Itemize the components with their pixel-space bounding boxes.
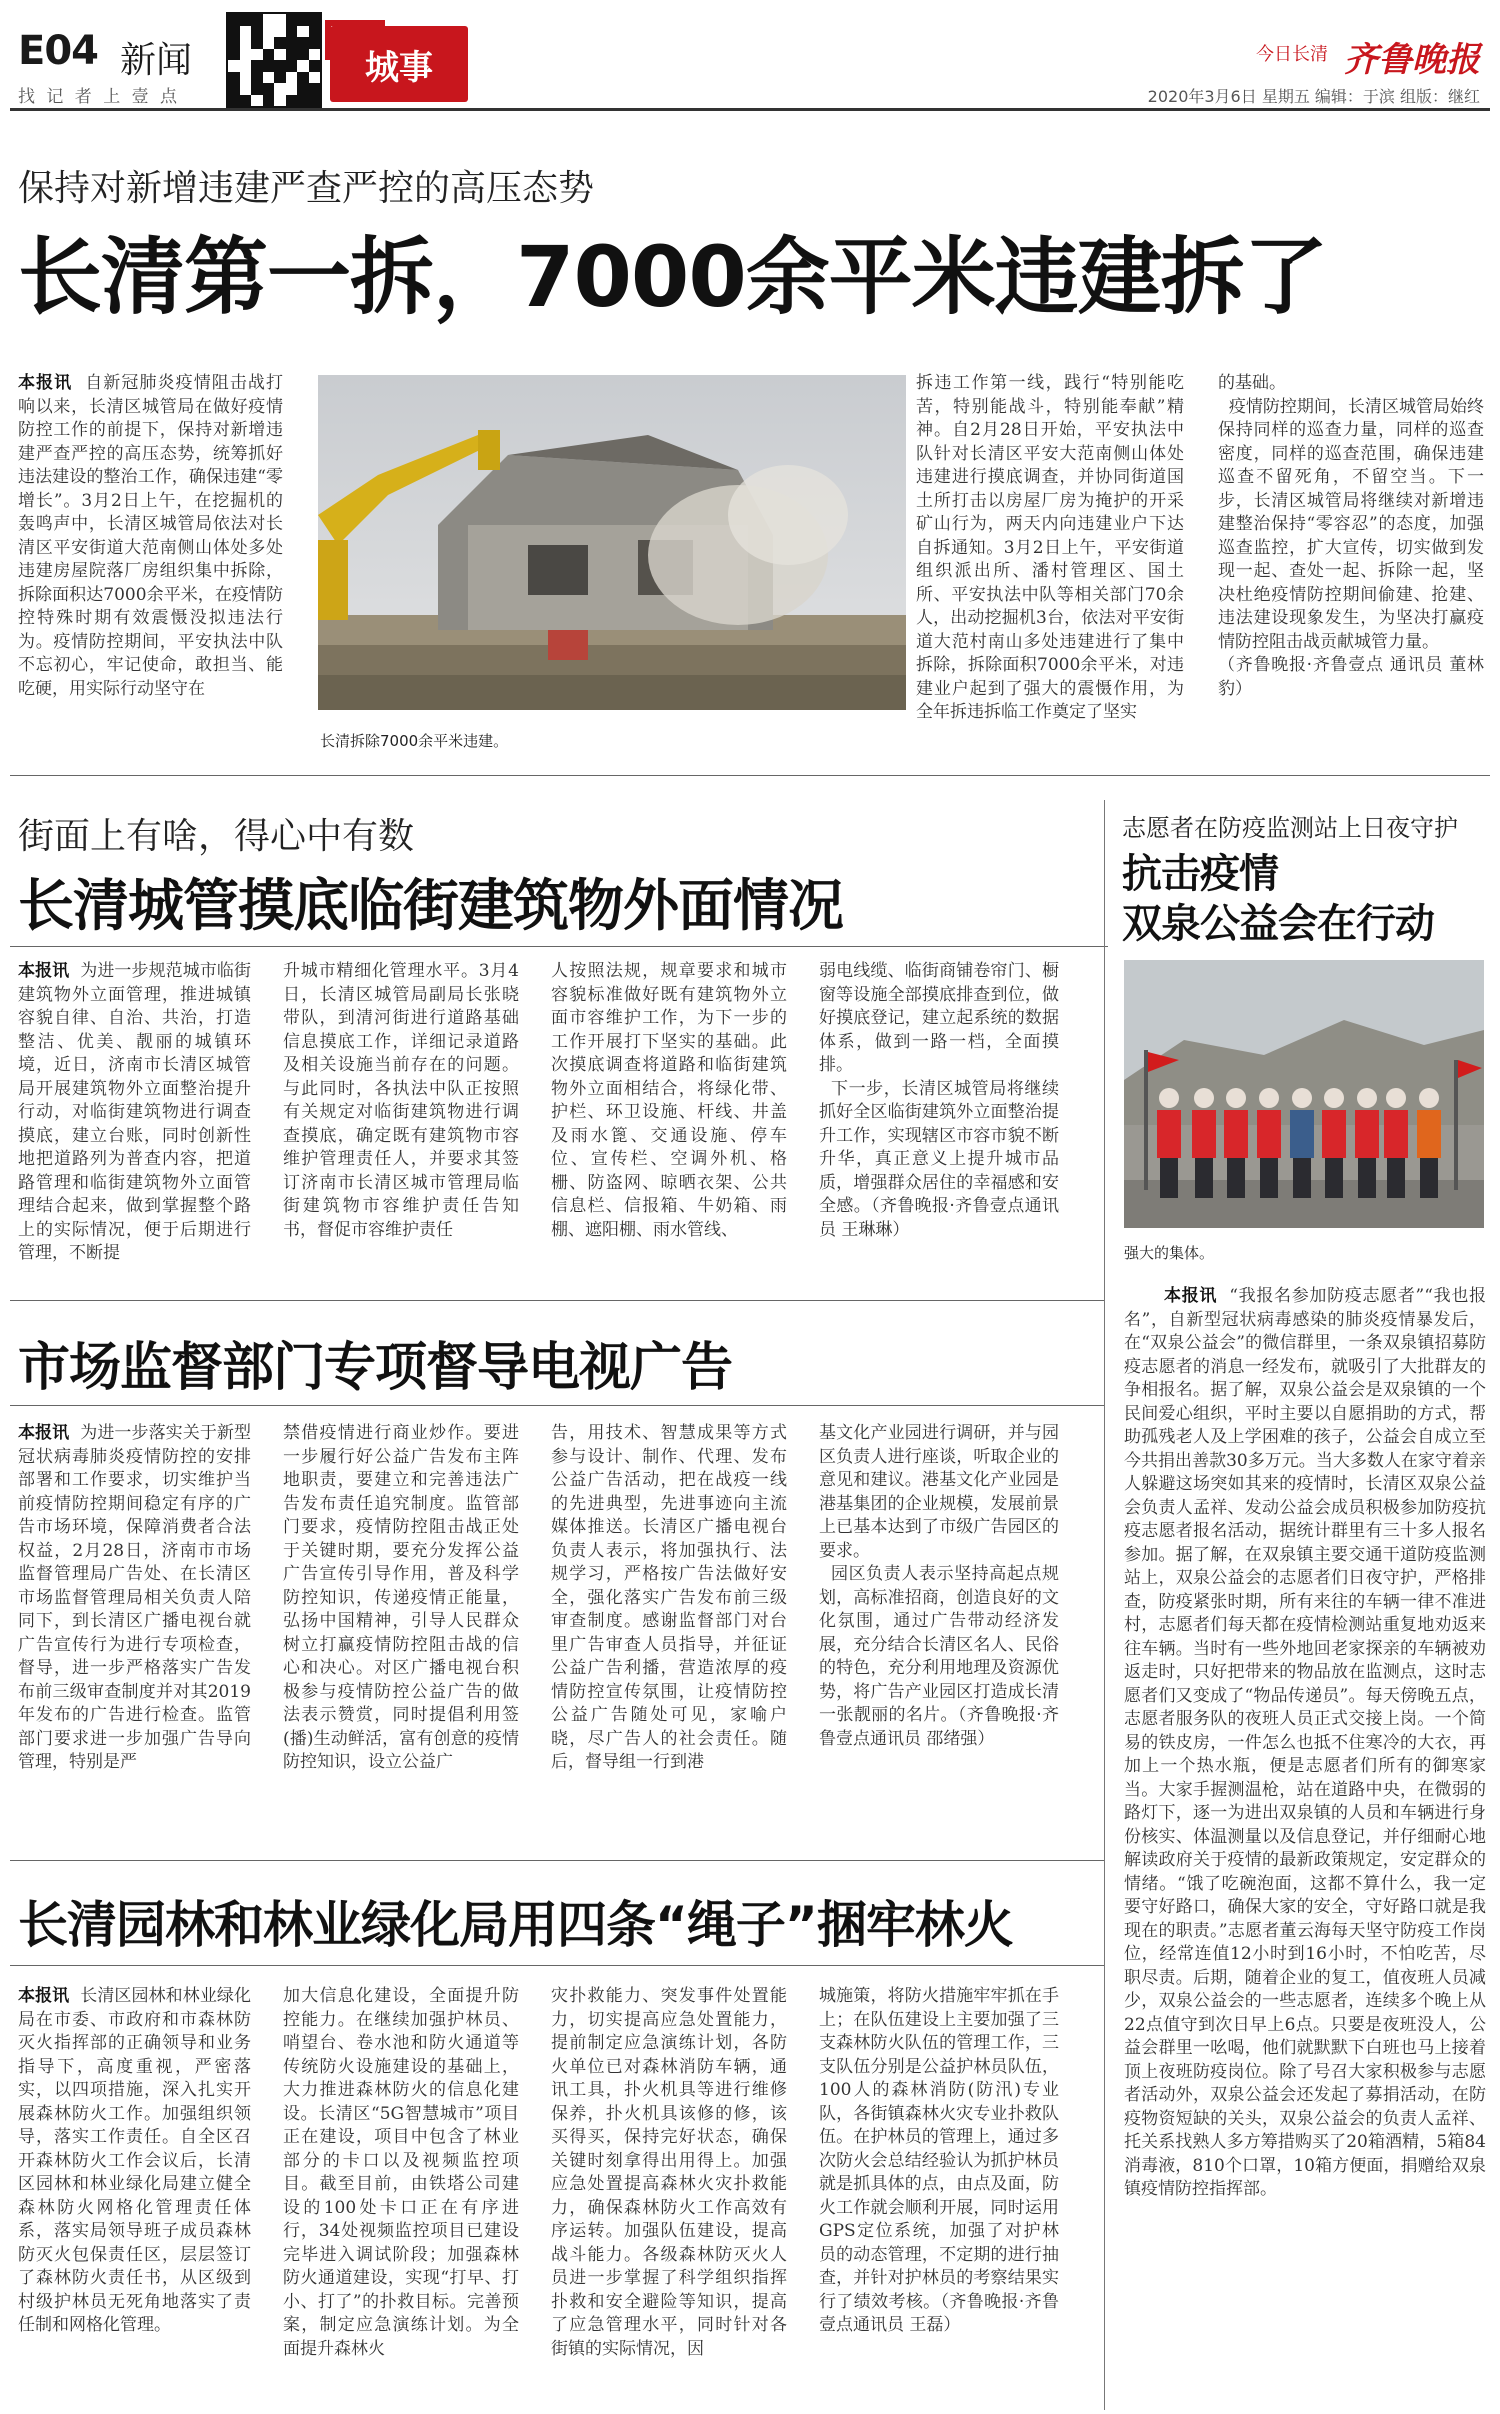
divider [10, 775, 1490, 776]
lead-tag: 本报讯 [18, 373, 73, 393]
article4-col4a: 基文化产业园进行调研，并与园区负责人进行座谈，听取企业的意见和建议。港基文化产业园是港基集团的企业规模，发展前景上已基本达到了市级广告园区的要求。 [819, 1423, 1059, 1561]
volunteers-photo [1124, 960, 1484, 1228]
article3-headline-line2: 双泉公益会在行动 [1122, 901, 1434, 947]
article2-col4 [819, 960, 1059, 1280]
header-subtext: 找 记 者 上 壹 点 [18, 87, 181, 107]
lead-tag: 本报讯 [18, 1423, 70, 1443]
article3-body-text: “我报名参加防疫志愿者”“我也报名”，自新型冠状病毒感染的肺炎疫情暴发后，在“双泉公益会”的微信群里，一条双泉镇招募防疫志愿者的消息一经发布，就吸引了大批群友的争相报名。据了解，双泉公益会是双泉镇的一个民间爱心组织，平时主要以自愿捐助的方式，帮助孤残老人及上学困难的孩子，公益会自成立至今共捐出善款30多万元。当大多数人在家守着亲人躲避这场突如其来的疫情时，长清区双泉公益会负责人孟祥、发动公益会成员积极参加防疫抗疫志愿者报名活动，据统计群里有三十多人报名参加。据了解，在双泉镇主要交通干道防疫监测站上，双泉公益会的志愿者们日夜守护，严格排查，防疫紧张时期，所有来往的车辆一律不准进村，志愿者们每天都在疫情检测站重复地劝返来往车辆。当时有一些外地回老家探亲的车辆被劝返走时，只好把带来的物品放在监测点，这时志愿者们又变成了“物品传递员”。每天傍晚五点，志愿者服务队的夜班人员正式交接上岗。一个简易的铁皮房，一件怎么也抵不住寒冷的大衣，再加上一个热水瓶，便是志愿者们所有的御寒家当。大家手握测温枪，站在道路中央，在微弱的路灯下，逐一为进出双泉镇的人员和车辆进行身份核实、体温测量以及信息登记，并仔细耐心地解读政府关于疫情的最新政策规定，安定群众的情绪。“饿了吃碗泡面，这都不算什么，我一定要守好路口，确保大家的安全，守好路口就是我现在的职责。”志愿者董云海每天坚守防疫工作岗位，经常连值12小时到16小时，不怕吃苦，尽职尽责。后期，随着企业的复工，值夜班人员减少，双泉公益会的一些志愿者，连续多个晚上从22点值守到次日早上6点。只要是夜班没人，公益会群里一吆喝，他们就默默下白班也马上接着顶上夜班防疫岗位。除了号召大家积极参与志愿者活动外，双泉公益会还发起了募捐活动，在防疫物资短缺的关头，双泉公益会的负责人孟祥、托关系找熟人多方筹措购买了20箱酒精，5箱84消毒液，810个口罩，10箱方便面，捐赠给双泉镇疫情防控指挥部。 [1124, 1286, 1486, 2199]
article2-col1 [18, 960, 251, 1280]
lead-tag: 本报讯 [18, 1986, 70, 2006]
article5-col1-text: 长清区园林和林业绿化局在市委、市政府和市森林防灭火指挥部的正确领导和业务指导下，高度重视，严密落实，以四项措施，深入扎实开展森林防火工作。加强组织领导，落实工作责任。自全区召开森林防火工作会议后，长清区园林和林业绿化局建立健全森林防火网格化管理责任体系，落实局领导班子成员森林防灭火包保责任区，层层签订了森林防火责任书，从区级到村级护林员无死角地落实了责任制和网格化管理。 [18, 1986, 251, 2335]
page-number: E04 [18, 28, 98, 74]
article1-byline: （齐鲁晚报·齐鲁壹点 通讯员 董林豹） [1218, 655, 1484, 699]
article5-headline: 长清园林和林业绿化局用四条“绳子”捆牢林火 [18, 1896, 1013, 1954]
article3-headline-line1: 抗击疫情 [1122, 851, 1278, 897]
lead-tag: 本报讯 [1164, 1286, 1218, 1306]
article5-col2: 加大信息化建设，全面提升防控能力。在继续加强护林员、哨望台、卷水池和防火通道等传统防火设施建设的基础上，大力推进森林防火的信息化建设。长清区“5G智慧城市”项目正在建设，项目中包含了林业部分的卡口以及视频监控项目。截至目前，由铁塔公司建设的100处卡口正在有序进行，34处视频监控项目已建设完毕进入调试阶段；加强森林防火通道建设，实现“打早、打小、打了”的扑救目标。完善预案，制定应急演练计划。为全面提升森林火 [283, 1986, 519, 2359]
article4-col3: 告，用技术、智慧成果等方式参与设计、制作、代理、发布公益广告活动，把在战疫一线的先进典型，先进事迹向主流媒体推送。长清区广播电视台负责人表示，将加强执行、法规学习，严格按广告法做好安全，强化落实广告发布前三级审查制度。感谢监督部门对台里广告审查人员指导，并征证公益广告利播，营造浓厚的疫情防控宣传氛围，让疫情防控公益广告随处可见，家喻户晓，尽广告人的社会责任。随后，督导组一行到港 [551, 1423, 787, 1772]
section-name: 新闻 [120, 40, 193, 81]
article2-col1-text: 为进一步规范城市临街建筑物外立面管理，推进城镇容貌自律、自治、共治，打造整洁、优美、靓丽的城镇环境，近日，济南市长清区城管局开展建筑物外立面整治提升行动，对临街建筑物进行调查摸底，建立台账，同时创新性地把道路列为普查内容，把道路管理和临街建筑物外立面管理结合起来，做到掌握整个路上的实际情况，便于后期进行管理，不断提 [18, 961, 251, 1263]
masthead-logo: 齐鲁晚报 [1344, 40, 1480, 80]
article1-col3 [1218, 372, 1484, 747]
article1-col1-text: 自新冠肺炎疫情阻击战打响以来，长清区城管局在做好疫情防控工作的前提下，保持对新增违建严查严控的高压态势，统筹抓好违法建设的整治工作，确保违建“零增长”。3月2日上午，在挖掘机的轰鸣声中，长清区城管局依法对长清区平安街道大范南侧山体处多处违建房屋院落厂房组织集中拆除，拆除面积达7000余平米，在疫情防控特殊时期有效震慑没拟违法行为。疫情防控期间，平安执法中队不忘初心，牢记使命，敢担当、能吃硬，用实际行动坚守在 [18, 373, 283, 699]
article2-kicker: 街面上有啥，得心中有数 [18, 816, 415, 857]
article4-col4 [819, 1422, 1059, 1832]
article4-headline: 市场监督部门专项督导电视广告 [18, 1338, 733, 1398]
brand-small: 今日长清 [1256, 44, 1328, 65]
article1-col3a: 的基础。 [1218, 373, 1286, 393]
column-divider [1104, 800, 1105, 2410]
article4-byline: （齐鲁晚报·齐鲁壹点通讯员 邵绪强） [819, 1705, 1059, 1749]
divider [10, 1300, 1104, 1301]
article1-col3b: 疫情防控期间，长清区城管局始终保持同样的巡查力量，同样的巡查密度，同样的巡查范围，确保违建巡查不留死角，不留空当。下一步，长清区城管局将继续对新增违建整治保持“零容忍”的态度，加强巡查监控，扩大宣传，切实做到发现一起、查处一起、拆除一起，坚决杜绝疫情防控期间偷建、抢建、违法建设现象发生，为坚决打赢疫情防控阻击战贡献城管力量。 [1218, 396, 1484, 652]
divider [10, 946, 1108, 947]
article1-col1 [18, 372, 283, 747]
article5-col3: 灾扑救能力、突发事件处置能力，切实提高应急处置能力，提前制定应急演练计划，各防火单位已对森林消防车辆，通讯工具，扑火机具等进行维修保养，扑火机具该修的修，该买得买，保持完好状态，确保关键时刻拿得出用得上。加强应急处置提高森林火灾扑救能力，确保森林防火工作高效有序运转。加强队伍建设，提高战斗能力。各级森林防灭火人员进一步掌握了科学组织指挥扑救和安全避险等知识，提高了应急管理水平，同时针对各街镇的实际情况，因 [551, 1986, 787, 2359]
article3-kicker: 志愿者在防疫监测站上日夜守护 [1122, 814, 1458, 842]
dateline: 2020年3月6日 星期五 编辑：于滨 组版：继红 [1147, 87, 1480, 106]
section-tab: 城事 [330, 26, 468, 102]
divider [10, 1405, 1104, 1406]
volunteers-caption: 强大的集体。 [1124, 1244, 1215, 1262]
article1-kicker: 保持对新增违建严查严控的高压态势 [18, 168, 595, 209]
article5-byline: （齐鲁晚报·齐鲁壹点通讯员 王磊） [819, 2291, 1059, 2335]
divider [10, 1860, 1104, 1861]
divider [10, 1965, 1104, 1966]
article2-col4b: 下一步，长清区城管局将继续抓好全区临街建筑外立面整治提升工作，实现辖区市容市貌不断升华，真正意义上提升城市品质，增强群众居住的幸福感和安全感。 [819, 1078, 1059, 1216]
article2-col3: 人按照法规，规章要求和城市容貌标准做好既有建筑物外立面市容维护工作，为下一步的工作开展打下坚实的基础。此次摸底调查将道路和临街建筑物外立面相结合，将绿化带、护栏、环卫设施、杆线、井盖及雨水篦、交通设施、停车位、宣传栏、空调外机、格栅、防盗网、晾晒衣架、公共信息栏、信报箱、牛奶箱、雨棚、遮阳棚、雨水管线、 [551, 961, 787, 1240]
header-rule [10, 108, 1490, 111]
article2-headline: 长清城管摸底临街建筑物外面情况 [18, 874, 843, 939]
article5-col4-text: 城施策，将防火措施牢牢抓在手上；在队伍建设上主要加强了三支森林防火队伍的管理工作，三支队伍分别是公益护林员队伍，100人的森林消防(防汛)专业队，各街镇森林火灾专业扑救队伍。在护林员的管理上，通过多次防火会总结经验认为抓护林员就是抓具体的点，由点及面，防火工作就会顺利开展，同时运用GPS定位系统，加强了对护林员的动态管理，不定期的进行抽查，并针对护林员的考察结果实行了绩效考核。 [819, 1986, 1059, 2312]
article2-col2: 升城市精细化管理水平。3月4日，长清区城管局副局长张晓带队，到清河街进行道路基础信息摸底工作，详细记录道路及相关设施当前存在的问题。与此同时，各执法中队正按照有关规定对临街建筑物进行调查摸底，确定既有建筑物市容维护管理责任人，并要求其签订济南市长清区城市管理局临街建筑物市容维护责任告知书，督促市容维护责任 [283, 961, 519, 1240]
article5-col4 [819, 1985, 1059, 2395]
photo-caption: 长清拆除7000余平米违建。 [320, 732, 509, 750]
article4-col1 [18, 1422, 251, 1832]
article2-col4a: 弱电线缆、临街商铺卷帘门、橱窗等设施全部摸底排查到位，做好摸底登记，建立起系统的数据体系，做到一路一档，全面摸排。 [819, 961, 1059, 1075]
article2-byline: （齐鲁晚报·齐鲁壹点通讯员 王琳琳） [819, 1196, 1059, 1240]
article1-col2: 拆违工作第一线，践行“特别能吃苦，特别能战斗，特别能奉献”精神。自2月28日开始，平安执法中队针对长清区平安大范南侧山体处违建进行摸底调查，并协同街道国土所打击以房屋厂房为掩护的开采矿山行为，两天内向违建业户下达自拆通知。3月2日上午，平安街道组织派出所、潘村管理区、国土所、平安执法中队等相关部门70余人，出动挖掘机3台，依法对平安街道大范村南山多处违建进行了集中拆除，拆除面积7000余平米，对违建业户起到了强大的震慑作用，为全年拆违拆临工作奠定了坚实 [916, 373, 1184, 722]
article3-body [1124, 1285, 1486, 2385]
qr-code-icon[interactable] [226, 12, 322, 108]
article5-col1 [18, 1985, 251, 2395]
article4-col2: 禁借疫情进行商业炒作。要进一步履行好公益广告发布主阵地职责，要建立和完善违法广告发布责任追究制度。监管部门要求，疫情防控阻击战正处于关键时期，要充分发挥公益广告宣传引导作用，普及科学防控知识，传递疫情正能量，弘扬中国精神，引导人民群众树立打赢疫情防控阻击战的信心和决心。对区广播电视台积极参与疫情防控公益广告的做法表示赞赏，同时提倡利用签(播)生动鲜活，富有创意的疫情防控知识，设立公益广 [283, 1423, 519, 1772]
demolition-photo [318, 375, 906, 710]
lead-tag: 本报讯 [18, 961, 70, 981]
article4-col4b: 园区负责人表示坚持高起点规划，高标准招商，创造良好的文化氛围，通过广告带动经济发展，充分结合长清区名人、民俗的特色，充分利用地理及资源优势，将广告产业园区打造成长清一张靓丽的名片。 [819, 1564, 1059, 1725]
article1-headline: 长清第一拆，7000余平米违建拆了 [18, 228, 1327, 326]
article4-col1-text: 为进一步落实关于新型冠状病毒肺炎疫情防控的安排部署和工作要求，切实维护当前疫情防控期间稳定有序的广告市场环境，保障消费者合法权益，2月28日，济南市市场监督管理局广告处、在长清区市场监督管理局相关负责人陪同下，到长清区广播电视台就广告宣传行为进行专项检查，督导，进一步严格落实广告发布前三级审查制度并对其2019年发布的广告进行检查。监管部门要求进一步加强广告导向管理，特别是严 [18, 1423, 251, 1772]
